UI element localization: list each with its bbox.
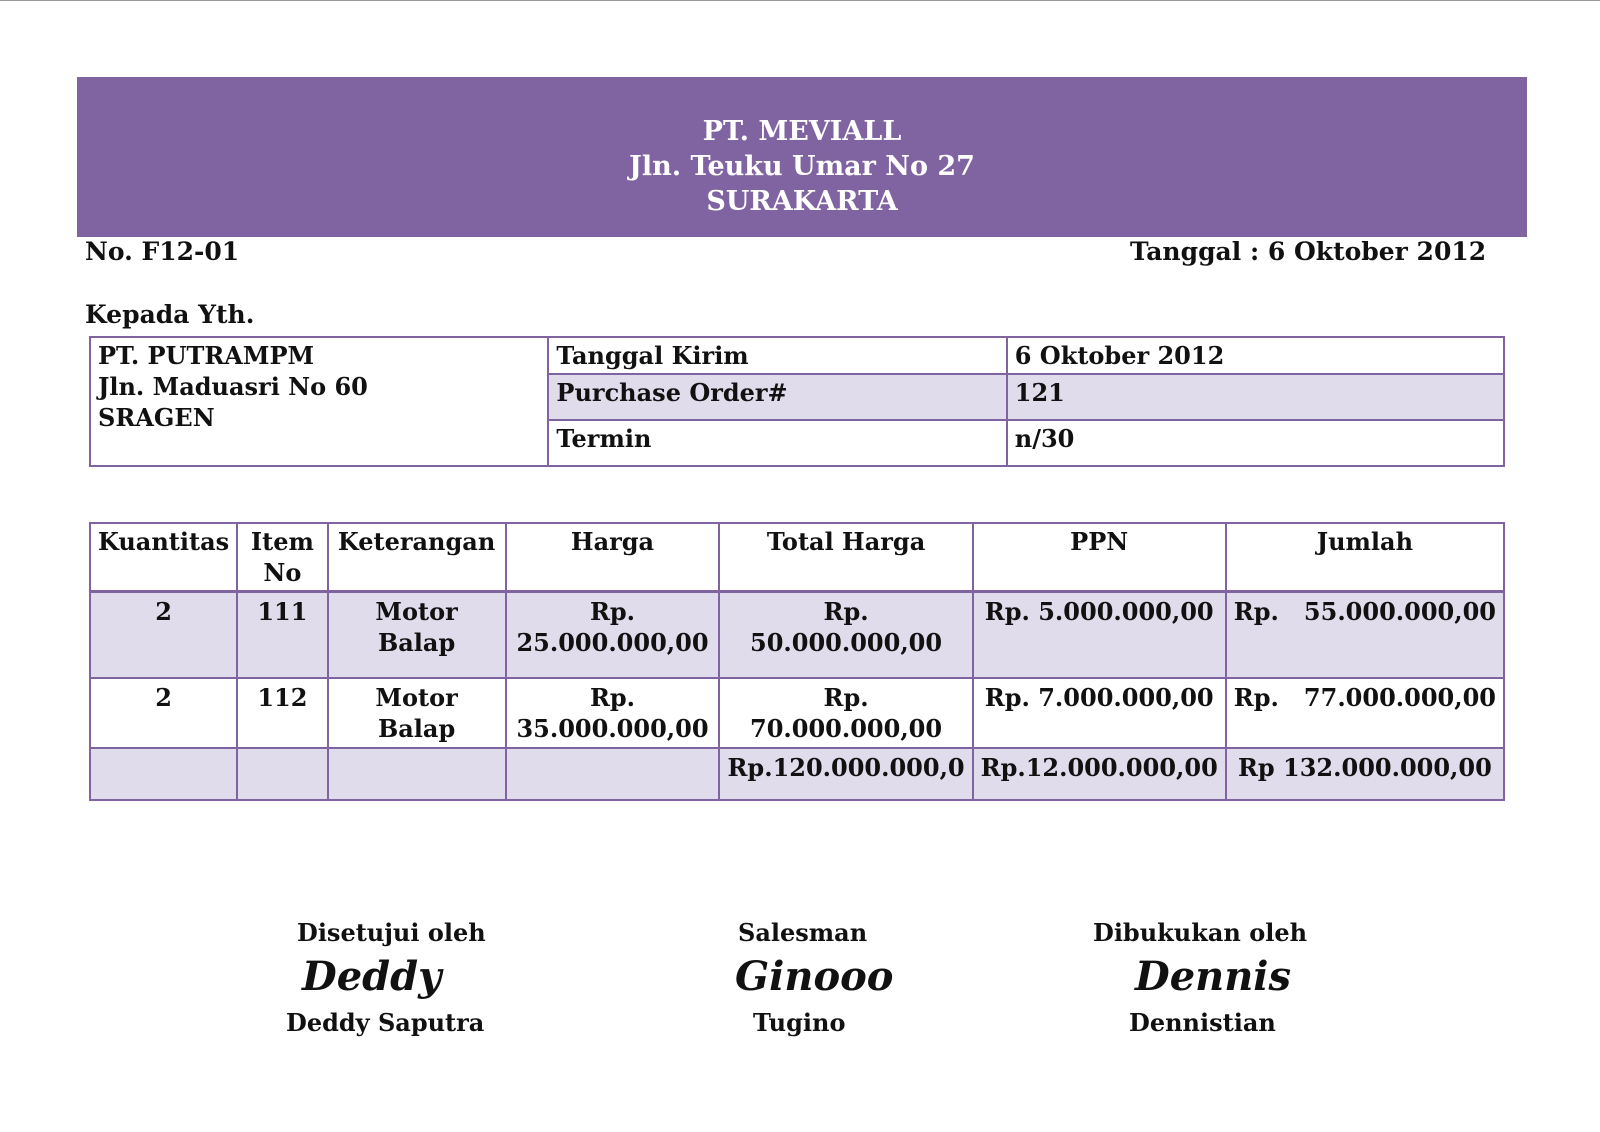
total-ppn-sum: Rp.12.000.000,00	[973, 748, 1226, 800]
signature-name-booked: Dennistian	[1129, 1008, 1276, 1037]
recipient-block	[90, 337, 548, 466]
cell-amount: Rp. 77.000.000,00	[1226, 678, 1504, 748]
header-description: Keterangan	[328, 523, 506, 592]
cell-empty	[328, 748, 506, 800]
invoice-number: No. F12-01	[85, 237, 240, 266]
cell-price	[506, 592, 720, 678]
detail-value-ship-date: 6 Oktober 2012	[1007, 337, 1504, 374]
signature-name-salesman: Tugino	[753, 1008, 846, 1037]
total-price-sum: Rp.120.000.000,0	[719, 748, 972, 800]
header-quantity: Kuantitas	[90, 523, 237, 592]
header-price: Harga	[506, 523, 720, 592]
header-amount: Jumlah	[1226, 523, 1504, 592]
detail-label-ship-date: Tanggal Kirim	[548, 337, 1006, 374]
signature-role-booked: Dibukukan oleh	[1093, 918, 1308, 947]
company-address: Jln. Teuku Umar No 27	[629, 151, 975, 182]
invoice-date: Tanggal : 6 Oktober 2012	[1130, 237, 1487, 266]
recipient-city: SRAGEN	[98, 403, 215, 432]
cell-total-price: Rp. 70.000.000,00	[719, 678, 972, 748]
detail-value-term: n/30	[1007, 420, 1504, 466]
company-name: PT. MEVIALL	[702, 116, 902, 147]
price-prefix: Rp.	[589, 682, 636, 712]
price-value: 35.000.000,00	[516, 713, 709, 743]
header-item-no: Item No	[237, 523, 328, 592]
detail-label-term: Termin	[548, 420, 1006, 466]
cell-empty	[506, 748, 720, 800]
signature-text: Dennis	[1135, 953, 1292, 1000]
signature-deddy	[300, 950, 440, 1005]
signature-role-salesman: Salesman	[738, 918, 868, 947]
signature-ginooo	[733, 950, 894, 1005]
cell-amount: Rp. 55.000.000,00	[1226, 592, 1504, 678]
signature-text: Deddy	[302, 953, 442, 1000]
recipient-address: Jln. Maduasri No 60	[98, 372, 368, 401]
company-header	[77, 77, 1527, 237]
cell-item-no: 111	[237, 592, 328, 678]
signature-name-approved: Deddy Saputra	[286, 1008, 485, 1037]
signature-text: Ginooo	[735, 953, 894, 1000]
cell-price	[506, 678, 720, 748]
cell-empty	[90, 748, 237, 800]
detail-label-po: Purchase Order#	[548, 374, 1006, 420]
recipient-label: Kepada Yth.	[85, 300, 255, 329]
signature-dennis	[1133, 950, 1292, 1005]
top-border-line	[0, 0, 1600, 1]
price-value: 25.000.000,00	[516, 628, 709, 657]
cell-total-price: Rp. 50.000.000,00	[719, 592, 972, 678]
cell-ppn: Rp. 5.000.000,00	[973, 592, 1226, 678]
cell-description: Motor Balap	[328, 678, 506, 748]
header-total-price: Total Harga	[719, 523, 972, 592]
totals-row	[90, 748, 1504, 800]
cell-quantity: 2	[90, 592, 237, 678]
detail-value-po: 121	[1007, 374, 1504, 420]
recipient-name: PT. PUTRAMPM	[98, 341, 315, 370]
cell-empty	[237, 748, 328, 800]
cell-quantity: 2	[90, 678, 237, 748]
company-city: SURAKARTA	[706, 186, 898, 217]
table-row	[90, 678, 1504, 748]
price-prefix: Rp.	[589, 597, 636, 626]
header-ppn: PPN	[973, 523, 1226, 592]
items-table	[89, 522, 1505, 801]
cell-description: Motor Balap	[328, 592, 506, 678]
cell-ppn: Rp. 7.000.000,00	[973, 678, 1226, 748]
total-amount-sum: Rp 132.000.000,00	[1226, 748, 1504, 800]
table-header-row	[90, 523, 1504, 592]
signature-role-approved: Disetujui oleh	[297, 918, 486, 947]
cell-item-no: 112	[237, 678, 328, 748]
recipient-info-table	[89, 336, 1505, 467]
table-row	[90, 592, 1504, 678]
